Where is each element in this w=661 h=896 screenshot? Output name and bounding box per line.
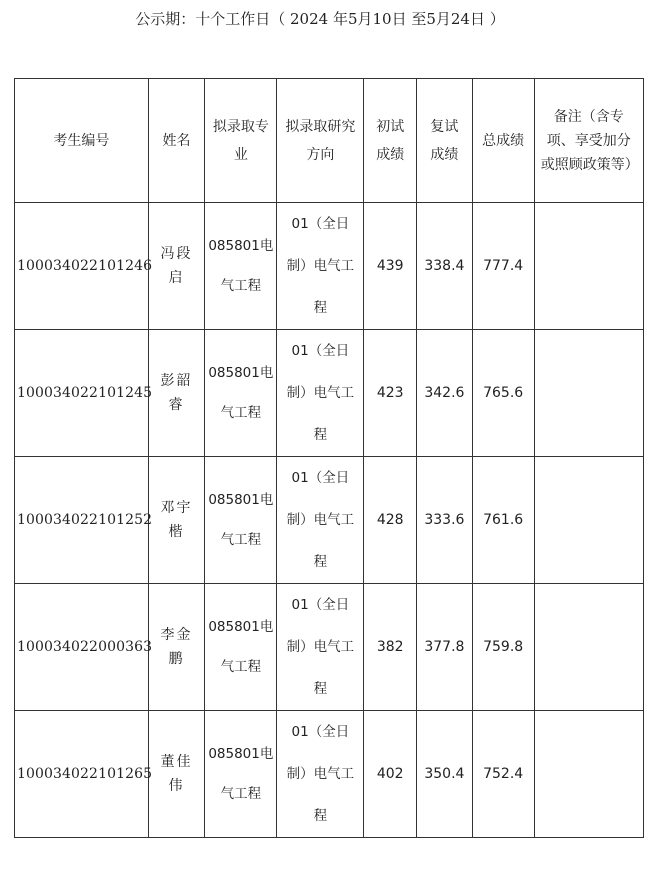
first-score-cell: 439: [364, 203, 417, 330]
major-cell: 085801电气工程: [205, 330, 277, 457]
table-row: [15, 584, 644, 711]
first-score-cell: 382: [364, 584, 417, 711]
total-score-cell: 761.6: [472, 457, 534, 584]
admission-results-table: [14, 78, 644, 838]
direction-cell: 01（全日制）电气工程: [277, 203, 364, 330]
second-score-cell: 342.6: [417, 330, 473, 457]
direction-cell: 01（全日制）电气工程: [277, 457, 364, 584]
first-score-cell: 423: [364, 330, 417, 457]
name-cell: 冯段启: [148, 203, 205, 330]
header-exam-id: 考生编号: [15, 79, 149, 203]
total-score-cell: 759.8: [472, 584, 534, 711]
major-cell: 085801电气工程: [205, 457, 277, 584]
major-cell: 085801电气工程: [205, 711, 277, 838]
table-row: [15, 457, 644, 584]
first-score-cell: 428: [364, 457, 417, 584]
name-cell: 邓宇楷: [148, 457, 205, 584]
total-score-cell: 777.4: [472, 203, 534, 330]
direction-cell: 01（全日制）电气工程: [277, 330, 364, 457]
table-row: [15, 203, 644, 330]
remarks-cell: [534, 457, 643, 584]
table-row: [15, 330, 644, 457]
major-cell: 085801电气工程: [205, 203, 277, 330]
exam-id-cell: 100034022101245: [15, 330, 149, 457]
first-score-cell: 402: [364, 711, 417, 838]
name-cell: 李金鹏: [148, 584, 205, 711]
second-score-cell: 333.6: [417, 457, 473, 584]
direction-cell: 01（全日制）电气工程: [277, 584, 364, 711]
header-total-score: 总成绩: [472, 79, 534, 203]
exam-id-cell: 100034022000363: [15, 584, 149, 711]
remarks-cell: [534, 584, 643, 711]
header-direction: 拟录取研究方向: [277, 79, 364, 203]
header-name: 姓名: [148, 79, 205, 203]
name-cell: 董佳伟: [148, 711, 205, 838]
remarks-cell: [534, 711, 643, 838]
header-first-score: 初试成绩: [364, 79, 417, 203]
second-score-cell: 350.4: [417, 711, 473, 838]
total-score-cell: 765.6: [472, 330, 534, 457]
exam-id-cell: 100034022101246: [15, 203, 149, 330]
major-cell: 085801电气工程: [205, 584, 277, 711]
exam-id-cell: 100034022101265: [15, 711, 149, 838]
total-score-cell: 752.4: [472, 711, 534, 838]
publicity-period-notice: 公示期：十个工作日（ 2024 年5月10日 至5月24日 ）: [135, 10, 505, 28]
second-score-cell: 377.8: [417, 584, 473, 711]
table-header-row: [15, 79, 644, 203]
header-major: 拟录取专业: [205, 79, 277, 203]
remarks-cell: [534, 330, 643, 457]
direction-cell: 01（全日制）电气工程: [277, 711, 364, 838]
header-second-score: 复试成绩: [417, 79, 473, 203]
second-score-cell: 338.4: [417, 203, 473, 330]
remarks-cell: [534, 203, 643, 330]
exam-id-cell: 100034022101252: [15, 457, 149, 584]
header-remarks: 备注（含专项、享受加分或照顾政策等）: [534, 79, 643, 203]
table-row: [15, 711, 644, 838]
name-cell: 彭韶睿: [148, 330, 205, 457]
